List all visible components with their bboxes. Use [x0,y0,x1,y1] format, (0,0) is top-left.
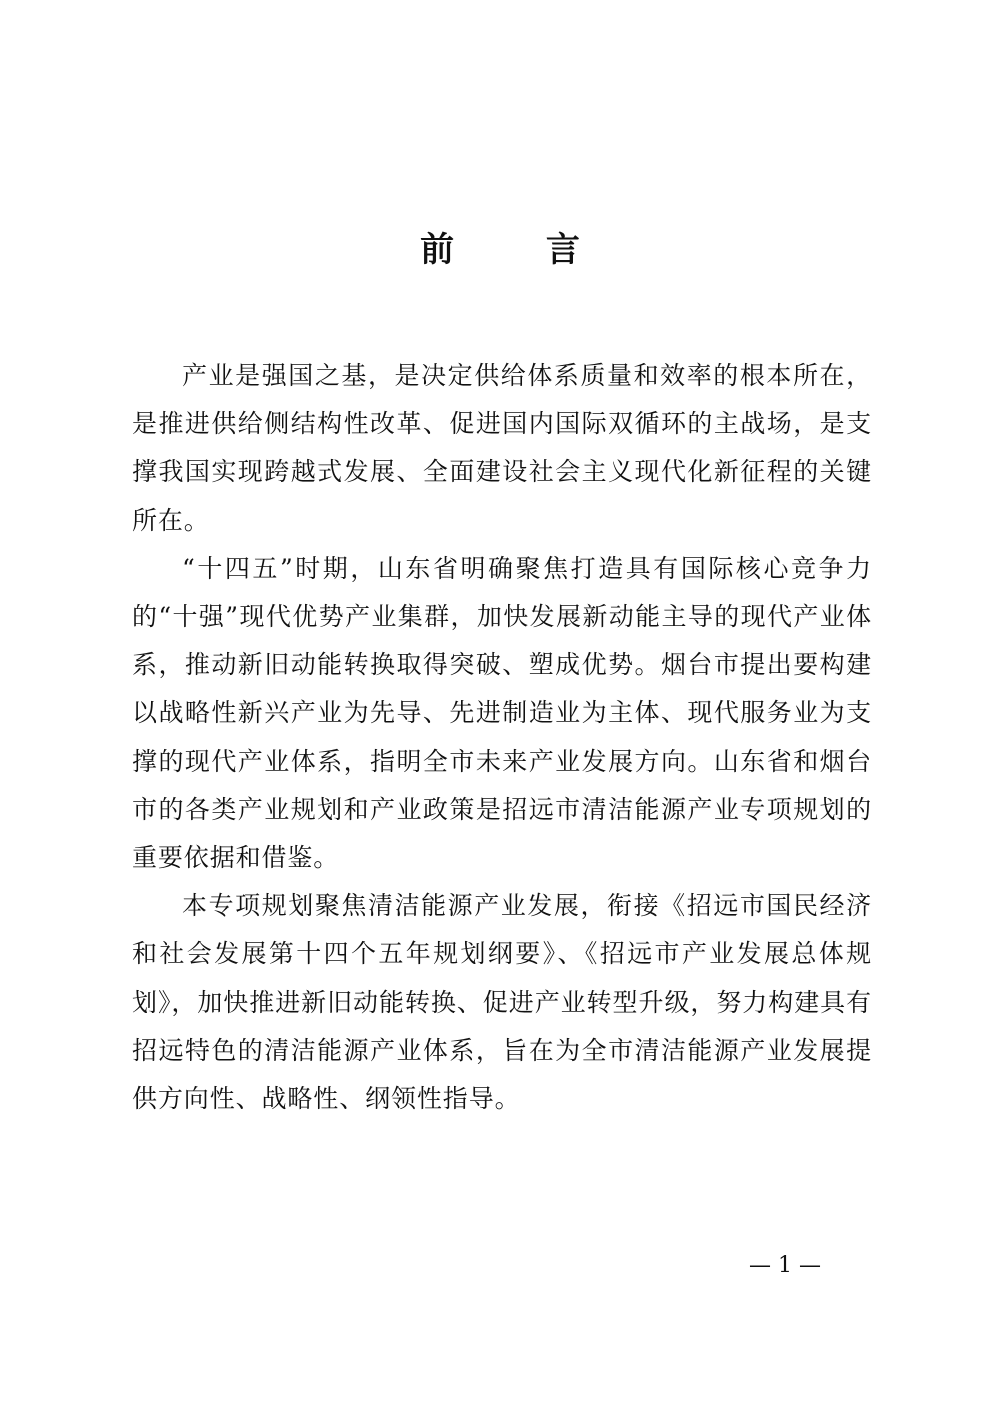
paragraph-2: “十四五”时期，山东省明确聚焦打造具有国际核心竞争力的“十强”现代优势产业集群，加快发展新动能主导的现代产业体系，推动新旧动能转换取得突破、塑成优势。烟台市提出要构建以战略性新兴产业为先导、先进制造业为主体、现代服务业为支撑的现代产业体系，指明全市未来产业发展方向。山东省和烟台市的各类产业规划和产业政策是招远市清洁能源产业专项规划的重要依据和借鉴。 [132,553,872,873]
page-number: — 1 — [749,1253,821,1278]
page-title: 前 言 [420,230,620,270]
body-text [132,352,872,1123]
paragraph-3: 本专项规划聚焦清洁能源产业发展，衔接《招远市国民经济和社会发展第十四个五年规划纲要》、《招远市产业发展总体规划》，加快推进新旧动能转换、促进产业转型升级，努力构建具有招远特色的清洁能源产业体系，旨在为全市清洁能源产业发展提供方向性、战略性、纲领性指导。 [132,891,872,1114]
paragraph-1: 产业是强国之基，是决定供给体系质量和效率的根本所在，是推进供给侧结构性改革、促进国内国际双循环的主战场，是支撑我国实现跨越式发展、全面建设社会主义现代化新征程的关键所在。 [132,361,872,535]
